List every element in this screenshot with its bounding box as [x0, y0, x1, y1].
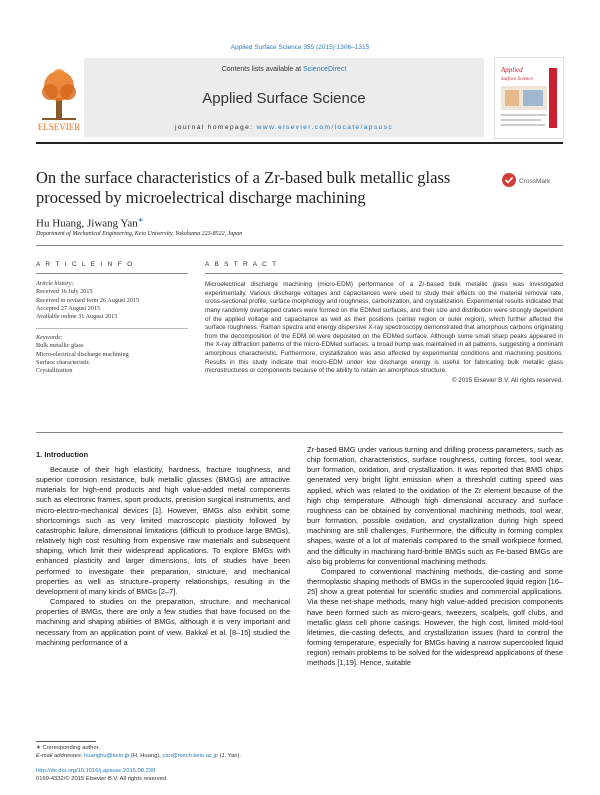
affiliation-divider	[36, 245, 563, 246]
email-owner-huang: (H. Huang),	[130, 752, 161, 759]
keyword-item: Micro-electrical discharge machining	[36, 350, 129, 358]
article-info-label: A R T I C L E I N F O	[36, 261, 135, 268]
header-divider	[36, 142, 563, 144]
footnote-divider	[36, 741, 96, 742]
history-received: Received 16 July 2015	[36, 288, 93, 296]
crossmark-badge[interactable]	[501, 172, 561, 188]
abstract-divider	[205, 273, 563, 274]
intro-paragraph: Compared to studies on the preparation, structure, and mechanical properties of BMGs, there are only a few studies that have focused on the machining and shaping abilities of BMGs, although it is very important and necessary from an application point of view. Bakkal et al. [8–15] studied the machining performance of a	[36, 597, 290, 647]
abstract-copyright: © 2015 Elsevier B.V. All rights reserved.	[451, 376, 563, 384]
elsevier-logo[interactable]	[36, 58, 82, 138]
email-link-yan[interactable]: yan@mech.keio.ac.jp	[162, 752, 218, 759]
front-matter-divider	[36, 432, 563, 433]
keyword-item: Bulk metallic glass	[36, 342, 84, 350]
crossmark-label: CrossMark	[519, 178, 551, 185]
homepage-prefix: journal homepage:	[174, 124, 254, 131]
footnote	[36, 745, 296, 760]
history-accepted: Accepted 27 August 2015	[36, 304, 101, 312]
history-online: Available online 31 August 2015	[36, 313, 118, 321]
keyword-item: Surface characteristic	[36, 358, 90, 366]
article-history	[36, 280, 196, 321]
abstract-paragraph: Microelectrical discharge machining (micro-EDM) performance of a Zr-based bulk metallic glass was investigated experimentally. Various discharge voltages and capacitances were used to study their effects on the material removal rate, cross-sectional profile, surface morphology and roughness, carbonization, and crystallization. Experimental results indicated that many randomly overlapped craters were formed on the EDMed surfaces, and their size and distribution were strongly dependent of the applied voltage and capacitance as well as their positions (center region or outer region), which further affected the surface roughness. Raman spectra and energy dispersive X-ray spectroscopy demonstrated that amorphous carbons originating from the decomposition of the EDM oil were deposited on the EDMed surface. Although some small sharp peaks appeared in the X-ray diffraction patterns of the micro-EDMed surfaces, a broad hump was maintained in all patterns, suggesting a dominant amorphous characteristic. Furthermore, crystallization was also affected by experimental conditions and machining positions. Results in this study indicate that micro-EDM under low discharge energy is useful for fabricating bulk metallic glass microstructures or components because of the ability to retain an amorphous structure.	[205, 281, 563, 375]
intro-paragraph: Compared to conventional machining methods, die-casting and some thermoplastic shaping methods of BMGs in the supercooled liquid region [16–25] show a great potential for scientific studies and commercial applications. Via these net-shape methods, many high value-added precision components have been formed such as micro-gears, tweezers, scalpels, golf clubs, and metallic glass cell phone casings. However, the high cost, limited mold-tool lifetimes, die-casting defects, and crystallization issues (hard to control the forming temperature, especially for BMGs having a narrow supercooled liquid region) remain problems to be solved for the widespread applications of these methods [1,19]. Hence, suitable	[307, 566, 563, 668]
abstract-label: A B S T R A C T	[205, 261, 278, 268]
issn-copyright: 0169-4332/© 2015 Elsevier B.V. All rights reserved.	[36, 776, 168, 782]
crossmark-icon	[502, 173, 516, 187]
history-label: Article history:	[36, 280, 74, 287]
affiliation: Department of Mechanical Engineering, Keio University, Yokohama 223-8522, Japan	[36, 231, 243, 237]
keywords-divider	[36, 328, 188, 329]
intro-paragraph: Because of their high elasticity, hardness, fracture toughness, and superior corrosion resistance, bulk metallic glasses (BMGs) are attractive materials for high-end products and high value-added metal components such as electronic frames, sport products, precision surgical instruments, and micro-electro-mechanical devices [1]. However, BMGs also exhibit some shortcomings such as very limited macroscopic plasticity followed by catastrophic failure, dimensional limitations (difficult to produce large BMGs), relatively high cost resulting from expensive raw materials and subsequent shaping, which limit their widespread applications. To explore BMGs with enhanced plasticity and larger dimensions, lots of studies have been performed to investigate their preparation, structure, and mechanical properties as well as structure–property relationships, resulting in the development of many kinds of BMGs [2–7].	[36, 465, 290, 596]
article-title: On the surface characteristics of a Zr-based bulk metallic glass processed by microelectrical discharge machining	[36, 168, 451, 207]
journal-citation[interactable]: Applied Surface Science 355 (2015) 1306–1315	[230, 44, 370, 51]
intro-paragraph: Zr-based BMG under various turning and drilling process parameters, such as chip formation, characteristics, surface roughness, cutting forces, tool wear, burr formation, oxidation, and crystallization. It was reported that BMG chips generated very bright light emission when a threshold cutting speed was applied, which was related to the oxidation of the Zr element because of the high chip temperature. Although high dimensional accuracy and surface roughness can be obtained by conventional machining methods, tool wear, burr formation, possible oxidation, and crystallization during high speed machining are still challenges. Furthermore, the difficulty in forming complex shapes, waste of a lot of materials compared to the small workpiece formed, and the difficulty in machining hard-brittle BMGs such as Fe-based BMGs are also big problems for conventional machining methods.	[307, 445, 563, 566]
homepage-url[interactable]: www.elsevier.com/locate/apsusc	[256, 124, 394, 131]
corresponding-author-mark[interactable]: ∗	[137, 216, 144, 224]
emails-label: E-mail addresses:	[36, 752, 83, 759]
journal-cover-thumbnail[interactable]	[494, 57, 564, 139]
elsevier-wordmark: ELSEVIER	[37, 122, 81, 132]
journal-homepage	[84, 124, 484, 131]
cover-title-line2: Surface Science	[501, 77, 533, 82]
elsevier-tree-icon	[42, 69, 76, 120]
contents-prefix: Contents lists available at	[221, 66, 302, 73]
keywords-label: Keywords:	[36, 334, 63, 341]
authors-names: Hu Huang, Jiwang Yan	[36, 217, 138, 230]
left-column	[36, 465, 290, 648]
section-heading-introduction: 1. Introduction	[36, 450, 89, 459]
author-list	[36, 216, 144, 230]
history-revised: Received in revised form 26 August 2015	[36, 296, 140, 304]
keyword-item: Crystallization	[36, 367, 73, 375]
email-line	[36, 753, 296, 761]
corresponding-author-note: ∗ Corresponding author.	[36, 745, 100, 751]
email-owner-yan: (J. Yan).	[219, 752, 241, 759]
article-info-divider	[36, 273, 188, 274]
sciencedirect-link[interactable]: ScienceDirect	[303, 66, 347, 73]
doi-link[interactable]: http://dx.doi.org/10.1016/j.apsusc.2015.08.239	[36, 768, 156, 774]
email-link-huang[interactable]: huanghu@keio.jp	[84, 752, 130, 759]
doi-block	[36, 767, 168, 783]
keywords-block	[36, 334, 196, 375]
journal-title[interactable]: Applied Surface Science	[202, 90, 366, 107]
cover-title-line1: Applied	[501, 66, 523, 74]
right-column	[307, 445, 563, 668]
abstract-body	[205, 281, 563, 386]
contents-line	[84, 66, 484, 73]
